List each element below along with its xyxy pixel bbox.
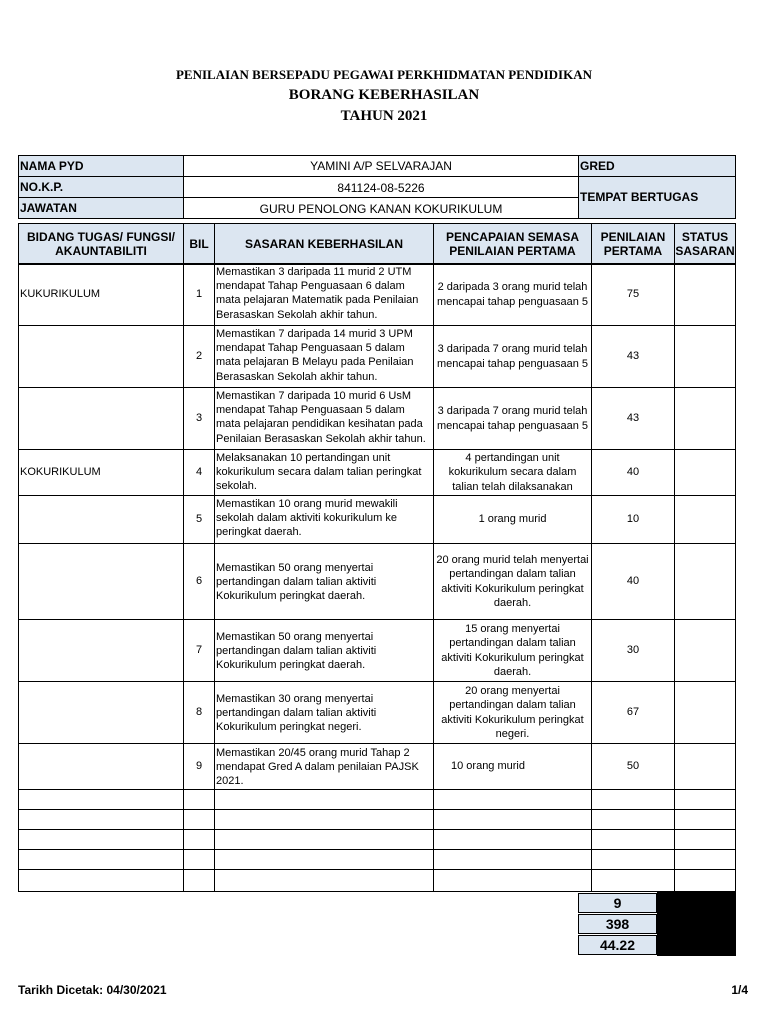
cell-bil: 4 <box>184 450 215 495</box>
cell-pencapaian: 2 daripada 3 orang murid telah mencapai tahap penguasaan 5 <box>434 264 592 325</box>
cell-pencapaian: 3 daripada 7 orang murid telah mencapai tahap penguasaan 5 <box>434 388 592 449</box>
tempat-bertugas-label: TEMPAT BERTUGAS <box>579 177 735 218</box>
cell-penilaian: 40 <box>592 450 675 495</box>
table-row <box>18 544 736 620</box>
cell-bidang <box>19 744 184 789</box>
cell-penilaian: 43 <box>592 326 675 387</box>
cell-sasaran: Memastikan 7 daripada 10 murid 6 UsM mendapat Tahap Penguasaan 5 dalam mata pelajaran pendidikan kesihatan pada Penilaian Berasaskan Sekolah akhir tahun. <box>215 388 434 449</box>
table-row <box>18 264 736 326</box>
cell-status <box>675 850 735 869</box>
cell-sasaran: Memastikan 50 orang menyertai pertandingan dalam talian aktiviti Kokurikulum peringkat daerah. <box>215 620 434 681</box>
info-table <box>18 155 736 219</box>
table-row-empty <box>18 810 736 830</box>
cell-bidang: KUKURIKULUM <box>19 264 184 325</box>
cell-pencapaian: 4 pertandingan unit kokurikulum secara dalam talian telah dilaksanakan <box>434 450 592 495</box>
cell-bil: 7 <box>184 620 215 681</box>
cell-pencapaian: 20 orang menyertai pertandingan dalam talian aktiviti Kokurikulum peringkat negeri. <box>434 682 592 743</box>
cell-sasaran: Memastikan 30 orang menyertai pertandingan dalam talian aktiviti Kokurikulum peringkat negeri. <box>215 682 434 743</box>
cell-bidang <box>19 388 184 449</box>
cell-penilaian <box>592 870 675 891</box>
table-row-empty <box>18 870 736 892</box>
jawatan-value: GURU PENOLONG KANAN KOKURIKULUM <box>184 198 579 218</box>
col-penilaian: PENILAIAN PERTAMA <box>592 224 675 264</box>
table-row <box>18 620 736 682</box>
cell-pencapaian: 20 orang murid telah menyertai pertandingan dalam talian aktiviti Kokurikulum peringkat daerah. <box>434 544 592 619</box>
cell-bidang <box>19 810 184 829</box>
cell-status <box>675 830 735 849</box>
cell-bil: 6 <box>184 544 215 619</box>
cell-pencapaian <box>434 850 592 869</box>
cell-sasaran: Memastikan 7 daripada 14 murid 3 UPM mendapat Tahap Penguasaan 5 dalam mata pelajaran B Melayu pada Penilaian Berasaskan Sekolah akhir tahun. <box>215 326 434 387</box>
cell-sasaran <box>215 790 434 809</box>
cell-status <box>675 790 735 809</box>
cell-pencapaian: 10 orang murid <box>434 744 592 789</box>
bilangan-sasaran-value: 9 <box>578 893 657 913</box>
cell-status <box>675 326 735 387</box>
cell-pencapaian: 1 orang murid <box>434 496 592 543</box>
cell-bidang <box>19 496 184 543</box>
cell-sasaran: Memastikan 20/45 orang murid Tahap 2 mendapat Gred A dalam penilaian PAJSK 2021. <box>215 744 434 789</box>
cell-penilaian: 40 <box>592 544 675 619</box>
cell-bil <box>184 790 215 809</box>
cell-bil: 8 <box>184 682 215 743</box>
cell-bidang <box>19 682 184 743</box>
cell-bil: 3 <box>184 388 215 449</box>
table-row <box>18 682 736 744</box>
cell-bidang <box>19 850 184 869</box>
nama-value: YAMINI A/P SELVARAJAN <box>184 156 579 177</box>
cell-bil <box>184 870 215 891</box>
cell-bidang <box>19 830 184 849</box>
cell-status <box>675 264 735 325</box>
cell-penilaian: 50 <box>592 744 675 789</box>
title-line-3: TAHUN 2021 <box>340 108 428 124</box>
col-status: STATUS SASARAN <box>675 230 735 258</box>
cell-pencapaian <box>434 790 592 809</box>
col-pencapaian: PENCAPAIAN SEMASA PENILAIAN PERTAMA <box>434 224 592 264</box>
cell-sasaran <box>215 810 434 829</box>
nokp-value: 841124-08-5226 <box>184 177 579 198</box>
cell-status <box>675 744 735 789</box>
jawatan-label: JAWATAN <box>19 198 184 218</box>
purata-pencapaian-value: 44.22 <box>578 935 657 955</box>
col-bidang: BIDANG TUGAS/ FUNGSI/ AKAUNTABILITI <box>19 224 184 264</box>
nama-label: NAMA PYD <box>19 156 184 177</box>
cell-status <box>675 810 735 829</box>
page-number: 1/4 <box>731 983 748 997</box>
cell-sasaran: Memastikan 3 daripada 11 murid 2 UTM mendapat Tahap Penguasaan 6 dalam mata pelajaran Matematik pada Penilaian Berasaskan Sekolah akhir tahun. <box>215 264 434 325</box>
cell-status <box>675 870 735 891</box>
cell-status <box>675 388 735 449</box>
table-row <box>18 450 736 496</box>
table-row <box>18 496 736 544</box>
cell-bil <box>184 850 215 869</box>
cell-bil: 1 <box>184 264 215 325</box>
table-row-empty <box>18 850 736 870</box>
cell-sasaran: Memastikan 50 orang menyertai pertandingan dalam talian aktiviti Kokurikulum peringkat daerah. <box>215 544 434 619</box>
table-row-empty <box>18 830 736 850</box>
col-sasaran: SASARAN KEBERHASILAN <box>215 224 434 264</box>
cell-pencapaian <box>434 870 592 891</box>
cell-bil: 9 <box>184 744 215 789</box>
cell-sasaran <box>215 850 434 869</box>
cell-penilaian <box>592 830 675 849</box>
col-bil: BIL <box>184 224 215 264</box>
title-line-2: BORANG KEBERHASILAN <box>288 87 480 103</box>
cell-bidang <box>19 620 184 681</box>
cell-pencapaian: 3 daripada 7 orang murid telah mencapai tahap penguasaan 5 <box>434 326 592 387</box>
cell-penilaian: 67 <box>592 682 675 743</box>
cell-penilaian: 10 <box>592 496 675 543</box>
cell-pencapaian <box>434 830 592 849</box>
cell-bil: 5 <box>184 496 215 543</box>
cell-bidang <box>19 870 184 891</box>
cell-bidang: KOKURIKULUM <box>19 450 184 495</box>
title-line-1: PENILAIAN BERSEPADU PEGAWAI PERKHIDMATAN PENDIDIKAN <box>175 67 593 82</box>
cell-penilaian: 30 <box>592 620 675 681</box>
cell-penilaian: 75 <box>592 264 675 325</box>
cell-sasaran <box>215 830 434 849</box>
cell-sasaran: Memastikan 10 orang murid mewakili sekolah dalam aktiviti kokurikulum ke peringkat daerah. <box>215 496 434 543</box>
table-header <box>18 223 736 265</box>
cell-status <box>675 544 735 619</box>
cell-bidang <box>19 326 184 387</box>
table-row <box>18 388 736 450</box>
table-row <box>18 744 736 790</box>
cell-sasaran <box>215 870 434 891</box>
cell-bil: 2 <box>184 326 215 387</box>
cell-status <box>675 682 735 743</box>
table-row-empty <box>18 790 736 810</box>
cell-bidang <box>19 790 184 809</box>
cell-pencapaian: 15 orang menyertai pertandingan dalam talian aktiviti Kokurikulum peringkat daerah. <box>434 620 592 681</box>
jumlah-markah-value: 398 <box>578 914 657 934</box>
table-row <box>18 326 736 388</box>
cell-bil <box>184 810 215 829</box>
cell-status <box>675 450 735 495</box>
cell-penilaian <box>592 850 675 869</box>
cell-penilaian <box>592 810 675 829</box>
nokp-label: NO.K.P. <box>19 177 184 198</box>
document-title <box>0 64 768 127</box>
cell-sasaran: Melaksanakan 10 pertandingan unit kokurikulum secara dalam talian peringkat sekolah. <box>215 450 434 495</box>
cell-status <box>675 496 735 543</box>
cell-bidang <box>19 544 184 619</box>
cell-penilaian: 43 <box>592 388 675 449</box>
cell-status <box>675 620 735 681</box>
print-date: Tarikh Dicetak: 04/30/2021 <box>18 983 167 997</box>
summary-black-fill <box>657 892 736 956</box>
cell-bil <box>184 830 215 849</box>
cell-pencapaian <box>434 810 592 829</box>
gred-label: GRED <box>579 156 735 177</box>
cell-penilaian <box>592 790 675 809</box>
